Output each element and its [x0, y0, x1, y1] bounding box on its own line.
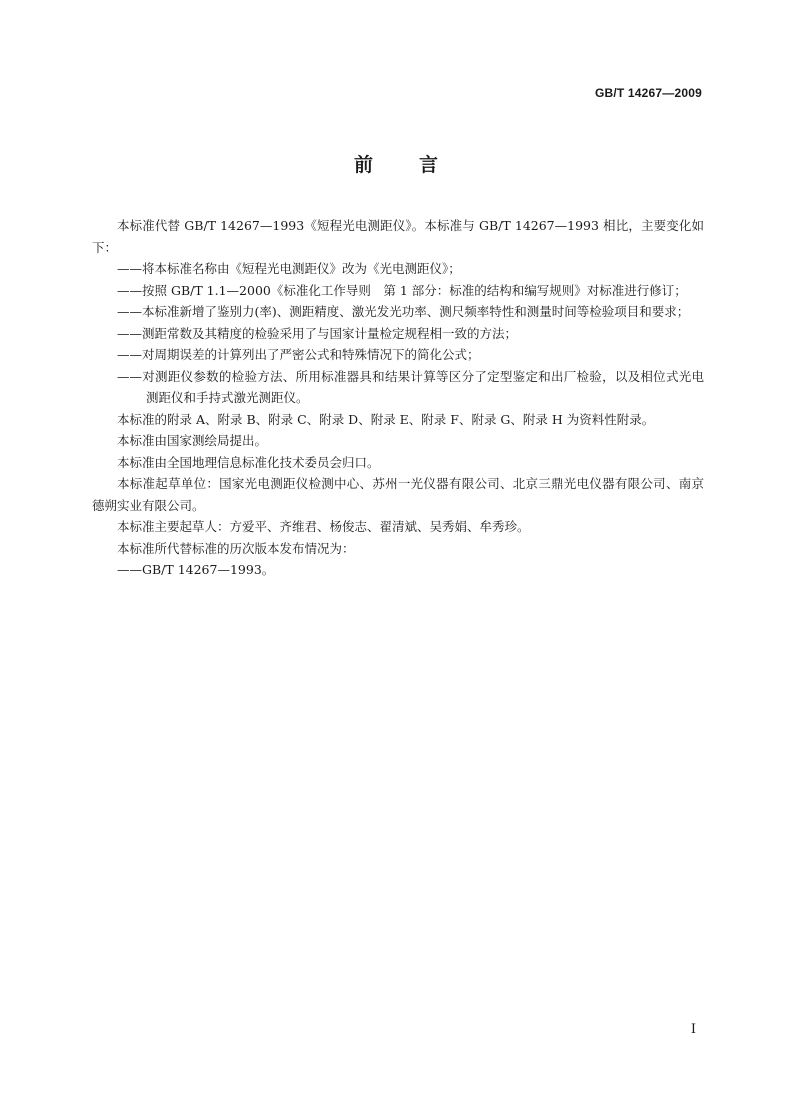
change-item: ——按照 GB/T 1.1—2000《标准化工作导则 第 1 部分：标准的结构和编写规则》对标准进行修订； — [117, 282, 687, 298]
administrator-paragraph: 本标准由全国地理信息标准化技术委员会归口。 — [117, 454, 380, 470]
page-number: I — [690, 1022, 696, 1037]
page-title: 前言 — [353, 154, 484, 176]
drafters-paragraph: 本标准主要起草人：方爱平、齐维君、杨俊志、翟清斌、吴秀娟、牟秀珍。 — [117, 519, 530, 534]
change-item: ——将本标准名称由《短程光电测距仪》改为《光电测距仪》； — [117, 261, 461, 276]
change-item: ——对周期误差的计算列出了严密公式和特殊情况下的简化公式； — [117, 347, 480, 362]
appendix-note: 本标准的附录 A、附录 B、附录 C、附录 D、附录 E、附录 F、附录 G、附录 H 为资料性附录。 — [117, 411, 655, 427]
drafting-units-paragraph: 本标准起草单位：国家光电测距仪检测中心、苏州一光仪器有限公司、北京三鼎光电仪器有限公司、南京德朔实业有限公司。 — [92, 476, 704, 513]
intro-paragraph: 本标准代替 GB/T 14267—1993《短程光电测距仪》。本标准与 GB/T 14267—1993 相比，主要变化如下： — [92, 218, 704, 255]
history-item: ——GB/T 14267—1993。 — [117, 562, 275, 577]
history-intro: 本标准所代替标准的历次版本发布情况为： — [117, 540, 355, 556]
change-item: ——对测距仪参数的检验方法、所用标准器具和结果计算等区分了定型鉴定和出厂检验，以及相位式光电测距仪和手持式激光测距仪。 — [117, 368, 704, 405]
proposer-paragraph: 本标准由国家测绘局提出。 — [117, 433, 268, 448]
foreword-body — [92, 215, 704, 581]
change-item: ——本标准新增了鉴别力(率)、测距精度、激光发光功率、测尺频率特性和测量时间等检验项目和要求； — [117, 304, 690, 319]
change-item: ——测距常数及其精度的检验采用了与国家计量检定规程相一致的方法； — [117, 325, 518, 341]
standard-number: GB/T 14267—2009 — [594, 86, 702, 100]
